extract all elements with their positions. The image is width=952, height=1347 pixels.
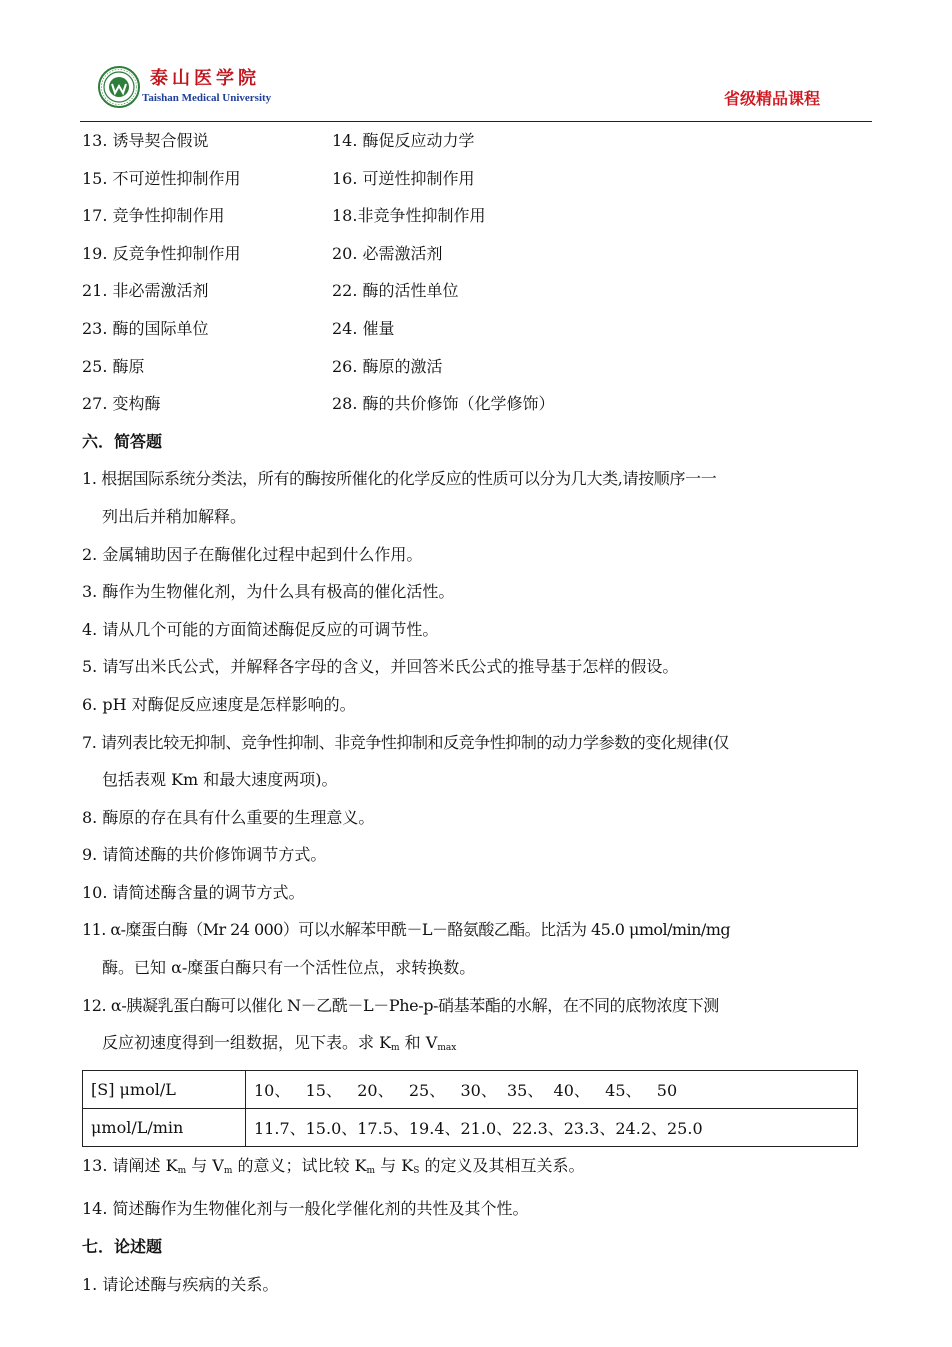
term-row: [82, 235, 874, 273]
question-line: 酶。已知 α-糜蛋白酶只有一个活性位点，求转换数。: [102, 958, 476, 978]
question-line: 11. α-糜蛋白酶（Mr 24 000）可以水解苯甲酰－L－酪氨酸乙酯。比活为 45.0 μmol/min/mg: [82, 920, 731, 940]
page-header: [80, 60, 872, 122]
term-row: [82, 122, 874, 160]
question: 6. pH 对酶促反应速度是怎样影响的。: [82, 694, 356, 714]
term-item: 18.非竞争性抑制作用: [332, 206, 486, 226]
subscript: m: [223, 1165, 233, 1176]
term-item: 25. 酶原: [82, 356, 145, 376]
question: 1. 请论述酶与疾病的关系。: [82, 1274, 279, 1294]
text-span: 反应初速度得到一组数据，见下表。求 K: [102, 1033, 392, 1053]
term-row: [82, 272, 874, 310]
question: 2. 金属辅助因子在酶催化过程中起到什么作用。: [82, 544, 423, 564]
term-row: [82, 197, 874, 235]
question: 10. 请简述酶含量的调节方式。: [82, 882, 305, 902]
subscript: S: [413, 1165, 420, 1176]
term-item: 13. 诱导契合假说: [82, 131, 209, 150]
term-item: 27. 变构酶: [82, 394, 161, 414]
table-cell: 11.7、15.0、17.5、19.4、21.0、22.3、23.3、24.2、25.0: [246, 1108, 858, 1146]
term-item: 23. 酶的国际单位: [82, 318, 209, 338]
section-heading: 七．论述题: [82, 1237, 163, 1257]
question: 4. 请从几个可能的方面简述酶促反应的可调节性。: [82, 619, 439, 639]
subscript: m: [177, 1165, 187, 1176]
term-item: 15. 不可逆性抑制作用: [82, 168, 241, 188]
term-item: 22. 酶的活性单位: [332, 281, 459, 301]
question: [82, 1147, 874, 1191]
subscript: max: [437, 1043, 457, 1054]
table-cell: μmol/L/min: [83, 1108, 246, 1146]
term-row: [82, 310, 874, 348]
table-row: [83, 1108, 858, 1146]
term-item: 19. 反竞争性抑制作用: [82, 243, 241, 263]
text-span: 和 V: [399, 1033, 438, 1053]
text-span: 的意义；试比较 K: [232, 1155, 367, 1175]
term-item: 14. 酶促反应动力学: [332, 131, 475, 150]
text-span: 与 K: [375, 1155, 414, 1175]
question: [82, 987, 874, 1068]
subscript: m: [366, 1165, 376, 1176]
term-item: 26. 酶原的激活: [332, 356, 443, 376]
term-item: 21. 非必需激活剂: [82, 281, 209, 301]
question: 8. 酶原的存在具有什么重要的生理意义。: [82, 807, 375, 827]
question: [82, 911, 874, 986]
question: [82, 460, 874, 535]
question-line: 1. 根据国际系统分类法，所有的酶按所催化的化学反应的性质可以分为几大类,请按顺序一一: [82, 469, 717, 489]
question: 14. 简述酶作为生物催化剂与一般化学催化剂的共性及其个性。: [82, 1199, 529, 1219]
term-item: 28. 酶的共价修饰（化学修饰）: [332, 394, 555, 414]
term-row: [82, 348, 874, 386]
school-name-cn: 泰山医学院: [150, 68, 260, 89]
university-logo-icon: [98, 66, 140, 108]
question-line: 7. 请列表比较无抑制、竞争性抑制、非竞争性抑制和反竞争性抑制的动力学参数的变化规律(仅: [82, 732, 729, 752]
course-tag: 省级精品课程: [723, 89, 820, 108]
question: [82, 724, 874, 799]
school-name-en: Taishan Medical University: [142, 92, 272, 104]
subscript: m: [391, 1043, 400, 1054]
data-table: [82, 1070, 858, 1147]
text-span: 的定义及其相互关系。: [419, 1155, 585, 1175]
term-item: 17. 竞争性抑制作用: [82, 206, 225, 226]
document-body: [82, 122, 874, 1303]
table-cell: [S] μmol/L: [83, 1070, 246, 1108]
question: 9. 请简述酶的共价修饰调节方式。: [82, 845, 327, 865]
question-line: 包括表观 Km 和最大速度两项)。: [102, 770, 338, 790]
text-span: 13. 请阐述 K: [82, 1155, 178, 1175]
question-line: 12. α-胰凝乳蛋白酶可以催化 N－乙酰－L－Phe-p-硝基苯酯的水解，在不同的底物浓度下测: [82, 995, 719, 1015]
text-span: 与 V: [186, 1155, 224, 1175]
table-row: [83, 1070, 858, 1108]
question: 3. 酶作为生物催化剂，为什么具有极高的催化活性。: [82, 582, 455, 602]
question-line: 列出后并稍加解释。: [102, 506, 247, 526]
question: 5. 请写出米氏公式，并解释各字母的含义，并回答米氏公式的推导基于怎样的假设。: [82, 657, 679, 677]
term-row: [82, 385, 874, 423]
question-line: [82, 1024, 874, 1068]
term-item: 24. 催量: [332, 318, 395, 338]
term-item: 16. 可逆性抑制作用: [332, 168, 475, 188]
term-item: 20. 必需激活剂: [332, 243, 443, 263]
term-row: [82, 160, 874, 198]
table-cell: 10、 15、 20、 25、 30、 35、 40、 45、 50: [246, 1070, 858, 1108]
section-heading: 六．简答题: [82, 431, 163, 451]
